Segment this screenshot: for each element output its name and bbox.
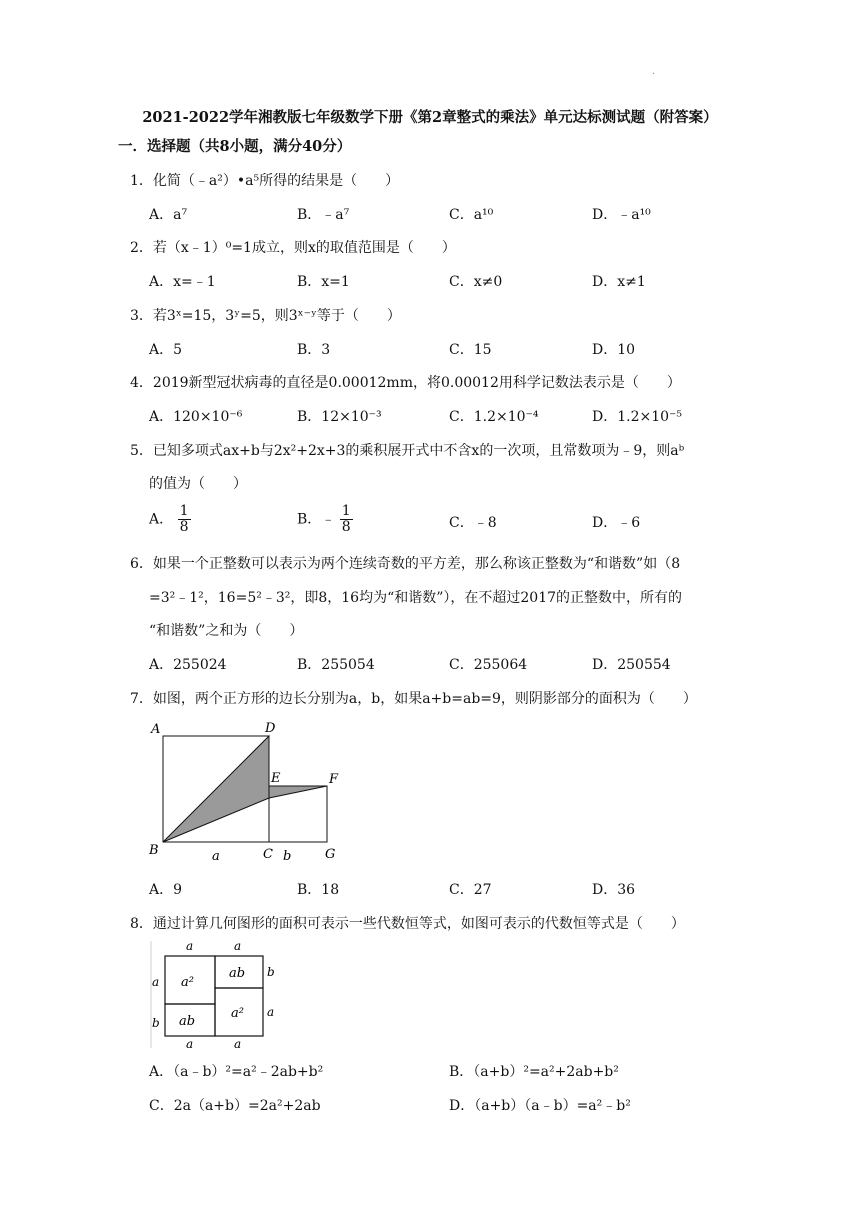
shaded-region bbox=[163, 736, 327, 842]
question-3-stem: 3．若3ˣ=15，3ʸ=5，则3ˣ⁻ʸ等于（ ） bbox=[130, 308, 401, 324]
label-e-point: E bbox=[271, 771, 281, 786]
section-heading: 一．选择题（共8小题，满分40分） bbox=[118, 138, 352, 155]
label-side-b: b bbox=[283, 849, 292, 864]
fraction-numerator: 1 bbox=[179, 503, 189, 519]
q1-option-c[interactable]: C．a¹⁰ bbox=[449, 207, 494, 223]
q5-option-d[interactable]: D．﹣6 bbox=[592, 515, 641, 531]
label-left-a: a bbox=[152, 975, 160, 989]
q3-option-a[interactable]: A．5 bbox=[149, 342, 183, 358]
fraction-denominator: 8 bbox=[341, 519, 351, 535]
q4-option-a[interactable]: A．120×10⁻⁶ bbox=[149, 409, 243, 425]
fraction-denominator: 8 bbox=[179, 519, 189, 535]
q8-option-c[interactable]: C．2a（a+b）=2a²+2ab bbox=[149, 1098, 321, 1114]
q2-option-a[interactable]: A．x=﹣1 bbox=[149, 274, 216, 290]
q6-option-c[interactable]: C．255064 bbox=[449, 657, 528, 673]
q7-option-a[interactable]: A．9 bbox=[149, 882, 183, 898]
q3-option-c[interactable]: C．15 bbox=[449, 342, 492, 358]
label-bottom-a1: a bbox=[186, 1037, 194, 1051]
fraction-one-eighth bbox=[178, 504, 191, 535]
label-d-point: D bbox=[265, 721, 276, 736]
q8-option-a[interactable]: A．（a﹣b）²=a²﹣2ab+b² bbox=[149, 1064, 324, 1080]
figure-two-squares bbox=[145, 718, 345, 866]
question-5-stem: 5．已知多项式ax+b与2x²+2x+3的乘积展开式中不含x的一次项，且常数项为﹣9，则aᵇ bbox=[130, 443, 685, 459]
q5-option-b[interactable] bbox=[297, 504, 353, 535]
label-top-a1: a bbox=[186, 939, 194, 953]
q2-option-d[interactable]: D．x≠1 bbox=[592, 274, 646, 290]
q1-option-d[interactable]: D．﹣a¹⁰ bbox=[592, 207, 651, 223]
figure-area-grid bbox=[145, 936, 285, 1052]
fraction-numerator: 1 bbox=[341, 503, 351, 519]
label-f-point: F bbox=[329, 772, 339, 787]
cell-label-a-squared-top: a² bbox=[181, 975, 194, 990]
header-dot: . bbox=[652, 66, 656, 77]
q2-option-c[interactable]: C．x≠0 bbox=[449, 274, 503, 290]
q7-option-d[interactable]: D．36 bbox=[592, 882, 636, 898]
page-title: 2021-2022学年湘教版七年级数学下册《第2章整式的乘法》单元达标测试题（附答案） bbox=[142, 109, 718, 126]
fraction-one-eighth bbox=[340, 504, 353, 535]
q7-option-b[interactable]: B．18 bbox=[297, 882, 340, 898]
q7-option-c[interactable]: C．27 bbox=[449, 882, 492, 898]
q3-option-d[interactable]: D．10 bbox=[592, 342, 636, 358]
q2-option-b[interactable]: B．x=1 bbox=[297, 274, 350, 290]
label-left-b: b bbox=[152, 1016, 160, 1030]
q5-option-c[interactable]: C．﹣8 bbox=[449, 515, 497, 531]
q8-option-b[interactable]: B．（a+b）²=a²+2ab+b² bbox=[449, 1064, 619, 1080]
q5-option-a-label: A． bbox=[149, 511, 174, 528]
q6-option-b[interactable]: B．255054 bbox=[297, 657, 375, 673]
q3-option-b[interactable]: B．3 bbox=[297, 342, 331, 358]
cell-label-a-squared-bottom: a² bbox=[231, 1006, 244, 1021]
q5-option-a[interactable] bbox=[149, 504, 191, 535]
cell-label-ab-top: ab bbox=[229, 966, 246, 981]
label-a-point: A bbox=[151, 722, 161, 737]
label-c-point: C bbox=[263, 847, 273, 862]
label-top-a2: a bbox=[234, 939, 242, 953]
question-6-stem-cont2: “和谐数”之和为（ ） bbox=[149, 623, 304, 639]
question-6-stem-cont: =3²﹣1²，16=5²﹣3²，即8，16均为“和谐数”），在不超过2017的正整数中，所有的 bbox=[149, 590, 683, 606]
label-right-b: b bbox=[267, 965, 275, 979]
q4-option-d[interactable]: D．1.2×10⁻⁵ bbox=[592, 409, 683, 425]
label-bottom-a2: a bbox=[234, 1037, 242, 1051]
question-7-stem: 7．如图，两个正方形的边长分别为a，b，如果a+b=ab=9，则阴影部分的面积为（ ） bbox=[130, 691, 697, 707]
question-5-stem-cont: 的值为（ ） bbox=[149, 476, 247, 492]
q4-option-b[interactable]: B．12×10⁻³ bbox=[297, 409, 382, 425]
q6-option-d[interactable]: D．250554 bbox=[592, 657, 671, 673]
label-g-point: G bbox=[325, 847, 336, 862]
question-1-stem: 1．化简（﹣a²）•a⁵所得的结果是（ ） bbox=[130, 173, 400, 189]
label-b-point: B bbox=[149, 843, 159, 858]
question-6-stem: 6．如果一个正整数可以表示为两个连续奇数的平方差，那么称该正整数为“和谐数”如（8 bbox=[130, 556, 681, 572]
question-2-stem: 2．若（x﹣1）⁰=1成立，则x的取值范围是（ ） bbox=[130, 240, 456, 256]
q5-option-b-label: B．﹣ bbox=[297, 511, 336, 528]
q8-option-d[interactable]: D．（a+b）（a﹣b）=a²﹣b² bbox=[449, 1098, 631, 1114]
cell-label-ab-bottom: ab bbox=[179, 1014, 196, 1029]
q4-option-c[interactable]: C．1.2×10⁻⁴ bbox=[449, 409, 539, 425]
label-side-a: a bbox=[212, 849, 220, 864]
label-right-a: a bbox=[267, 1005, 275, 1019]
question-4-stem: 4．2019新型冠状病毒的直径是0.00012mm，将0.00012用科学记数法表示是（ ） bbox=[130, 375, 681, 391]
q1-option-b[interactable]: B．﹣a⁷ bbox=[297, 207, 350, 223]
q6-option-a[interactable]: A．255024 bbox=[149, 657, 227, 673]
q1-option-a[interactable]: A．a⁷ bbox=[149, 207, 188, 223]
question-8-stem: 8．通过计算几何图形的面积可表示一些代数恒等式，如图可表示的代数恒等式是（ ） bbox=[130, 916, 685, 932]
